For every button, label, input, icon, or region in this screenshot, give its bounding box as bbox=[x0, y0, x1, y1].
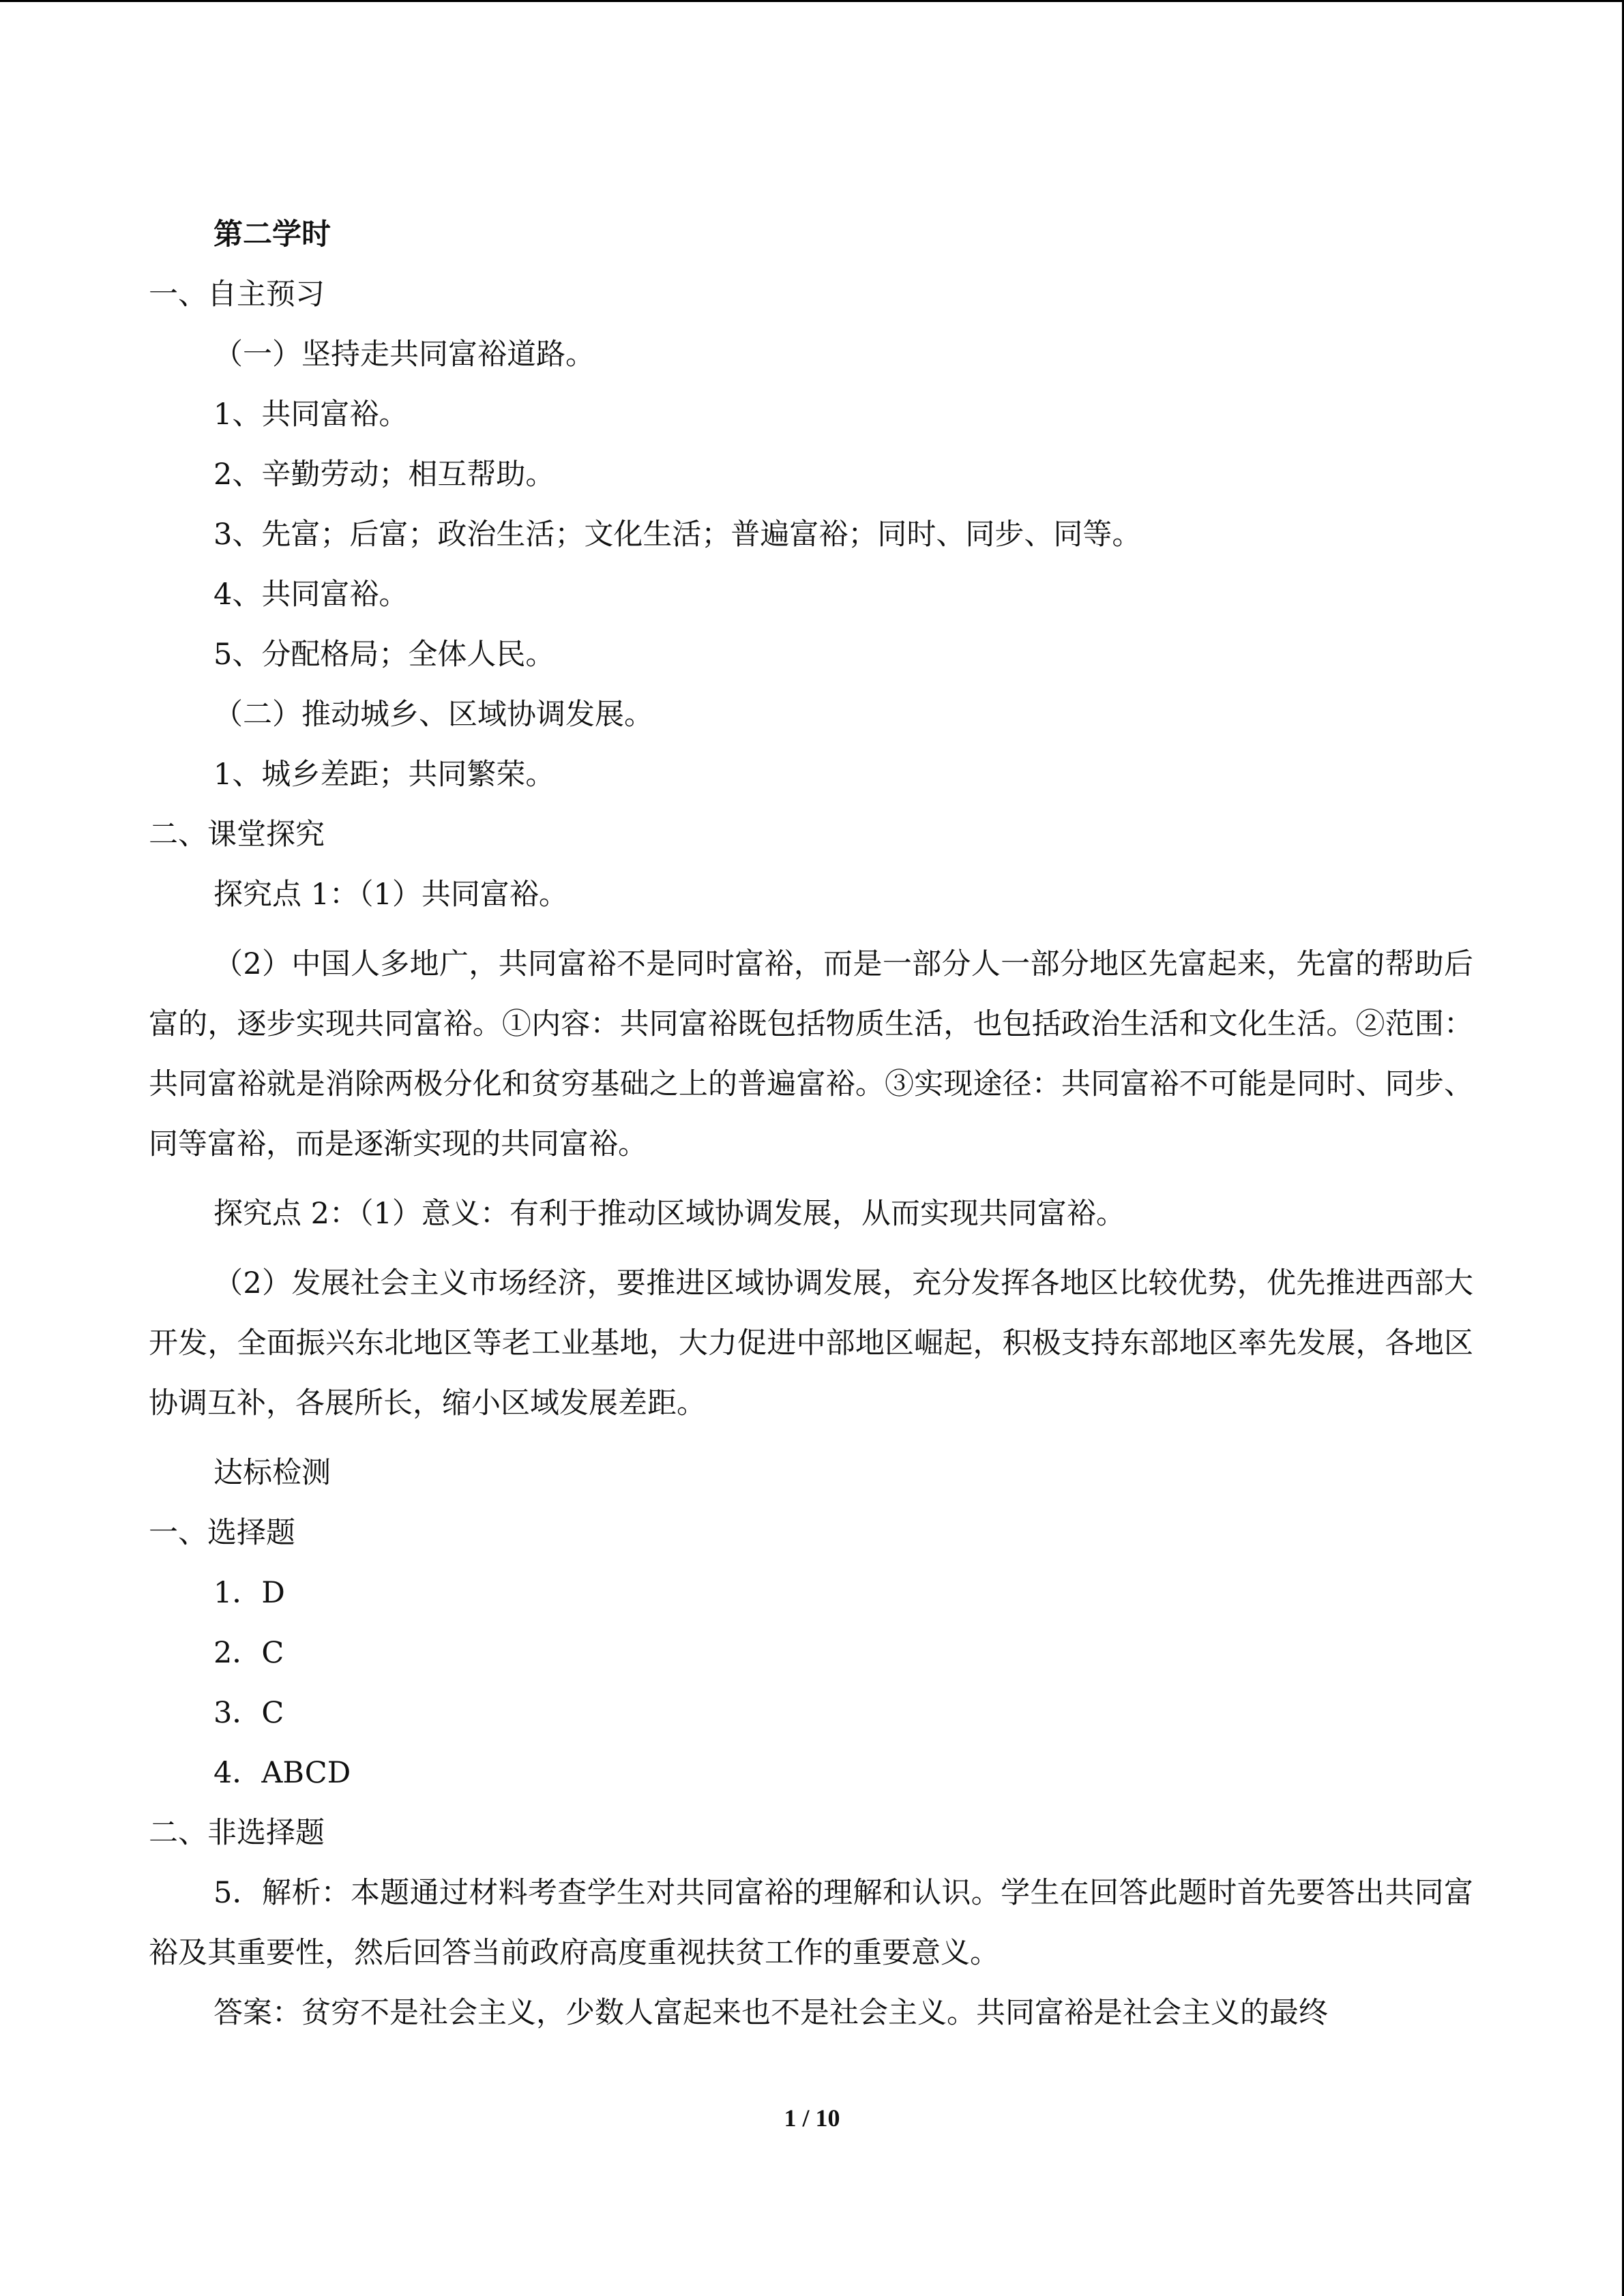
inquiry-point-1-paragraph: （2）中国人多地广，共同富裕不是同时富裕，而是一部分人一部分地区先富起来，先富的帮助后富的，逐步实现共同富裕。①内容：共同富裕既包括物质生活，也包括政治生活和文化生活。②范围：共同富裕就是消除两极分化和贫穷基础之上的普遍富裕。③实现途径：共同富裕不可能是同时、同步、同等富裕，而是逐渐实现的共同富裕。 bbox=[149, 947, 1473, 1161]
list-item: 5、分配格局；全体人民。 bbox=[213, 638, 555, 672]
list-item: 2、辛勤劳动；相互帮助。 bbox=[213, 458, 555, 492]
section-class-inquiry: 二、课堂探究 bbox=[149, 818, 325, 852]
section-multiple-choice: 一、选择题 bbox=[149, 1516, 295, 1550]
section-self-preview: 一、自主预习 bbox=[149, 278, 325, 312]
answer-item: 1．D bbox=[213, 1576, 285, 1610]
answer-item: 3．C bbox=[213, 1696, 284, 1730]
subsection-regional-development: （二）推动城乡、区域协调发展。 bbox=[213, 698, 653, 732]
answer-item: 4．ABCD bbox=[213, 1756, 351, 1790]
section-non-choice: 二、非选择题 bbox=[149, 1816, 325, 1850]
subsection-common-prosperity: （一）坚持走共同富裕道路。 bbox=[213, 338, 595, 372]
question-5-answer: 答案：贫穷不是社会主义，少数人富起来也不是社会主义。共同富裕是社会主义的最终 bbox=[213, 1996, 1328, 2030]
list-item: 4、共同富裕。 bbox=[213, 578, 409, 612]
inquiry-point-2: 探究点 2：（1）意义：有利于推动区域协调发展，从而实现共同富裕。 bbox=[213, 1197, 1125, 1231]
section-test: 达标检测 bbox=[213, 1456, 331, 1490]
list-item: 1、城乡差距；共同繁荣。 bbox=[213, 758, 555, 792]
document-body bbox=[149, 205, 1473, 2043]
question-5-analysis: 5．解析：本题通过材料考查学生对共同富裕的理解和认识。学生在回答此题时首先要答出共同富裕及其重要性，然后回答当前政府高度重视扶贫工作的重要意义。 bbox=[149, 1876, 1473, 1970]
list-item: 1、共同富裕。 bbox=[213, 398, 409, 432]
lesson-heading: 第二学时 bbox=[213, 218, 331, 252]
list-item: 3、先富；后富；政治生活；文化生活；普遍富裕；同时、同步、同等。 bbox=[213, 518, 1142, 552]
page-border-top bbox=[0, 0, 1624, 2]
inquiry-point-2-paragraph: （2）发展社会主义市场经济，要推进区域协调发展，充分发挥各地区比较优势，优先推进西部大开发，全面振兴东北地区等老工业基地，大力促进中部地区崛起，积极支持东部地区率先发展，各地区协调互补，各展所长，缩小区域发展差距。 bbox=[149, 1266, 1473, 1420]
inquiry-point-1: 探究点 1：（1）共同富裕。 bbox=[213, 878, 568, 912]
answer-item: 2．C bbox=[213, 1636, 284, 1670]
page-number: 1 / 10 bbox=[784, 2104, 840, 2132]
